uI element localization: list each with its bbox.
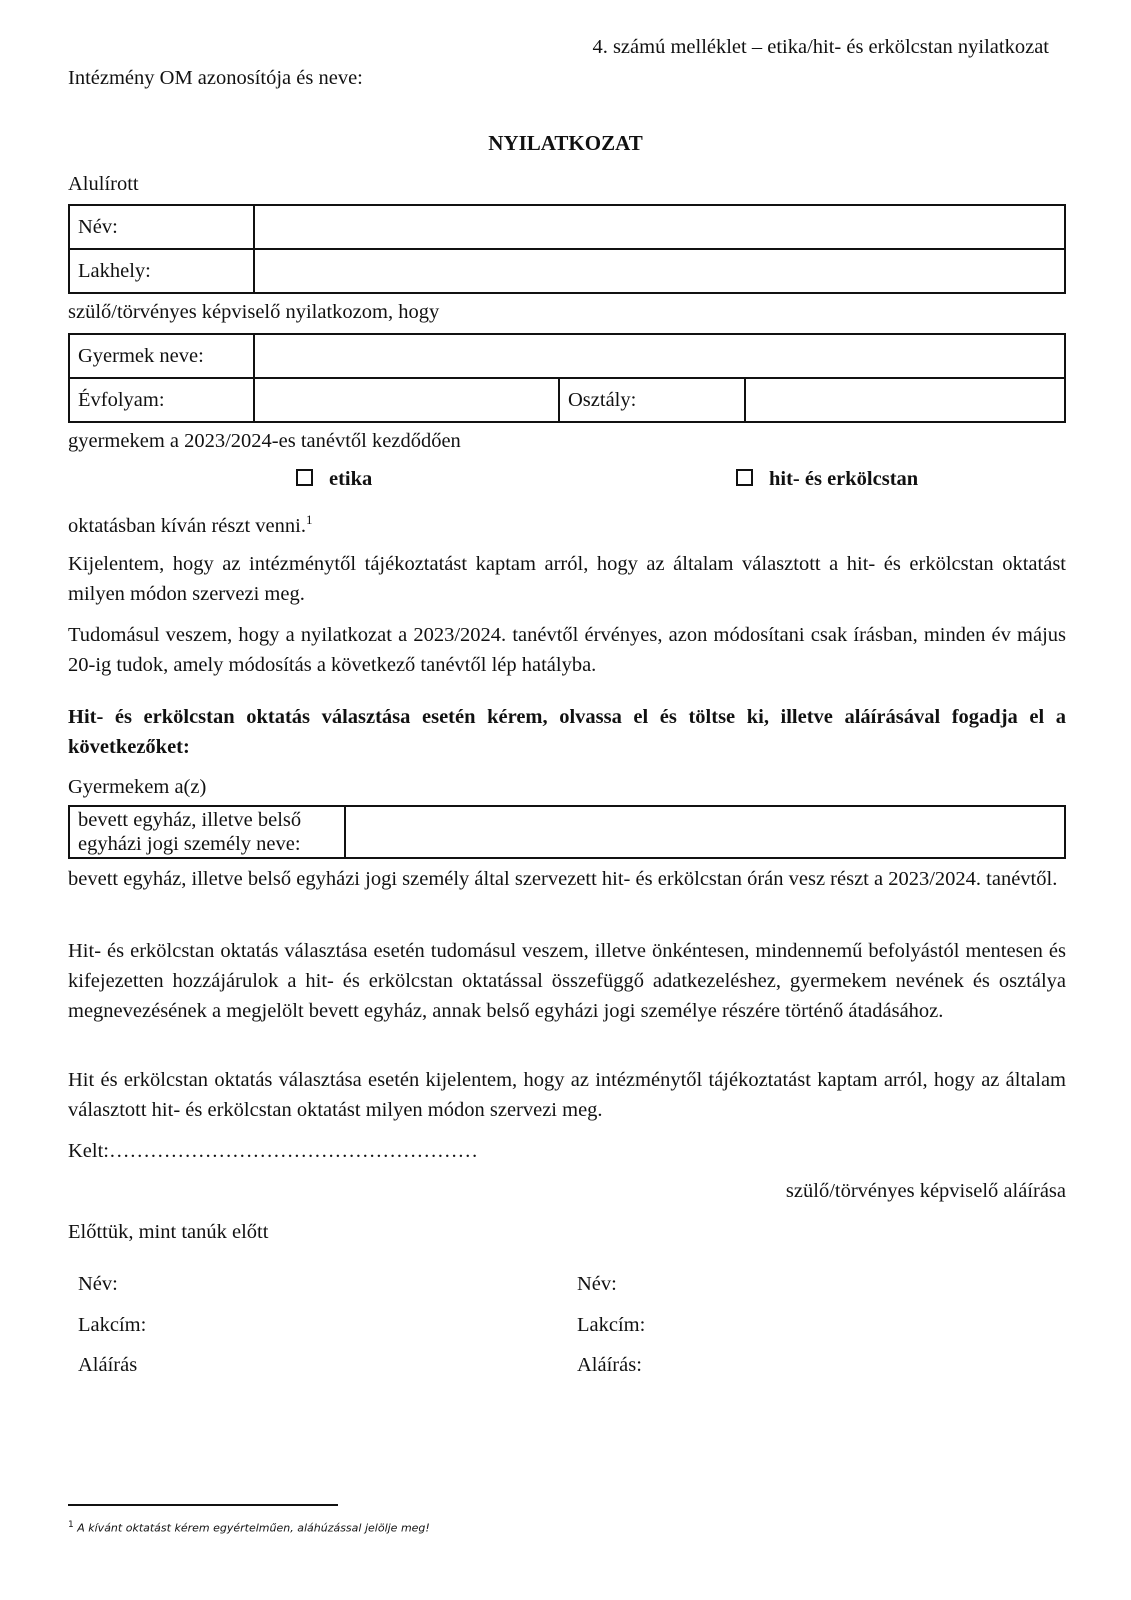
church-field[interactable]: [345, 806, 1065, 858]
signer-intro: Alulírott: [68, 173, 139, 195]
date-field: Kelt:………………………………………………: [68, 1140, 478, 1162]
ethics-label: etika: [329, 468, 373, 490]
religion-label: hit- és erkölcstan: [769, 468, 919, 490]
class-label: Osztály:: [559, 378, 745, 422]
paragraph-1: Kijelentem, hogy az intézménytől tájékoztatást kaptam arról, hogy az általam választott a hit- és erkölcstan oktatást milyen módon szervezi meg.: [68, 553, 1066, 605]
residence-label: Lakhely:: [69, 249, 254, 293]
bold-notice: Hit- és erkölcstan oktatás választása esetén kérem, olvassa el és töltse ki, illetve aláírásával fogadja el a következőket:: [68, 706, 1066, 758]
witness1-address-label: Lakcím:: [78, 1314, 147, 1336]
footnote: [68, 1520, 430, 1535]
paragraph-4: Hit- és erkölcstan oktatás választása esetén tudomásul veszem, illetve önkéntesen, mindennemű befolyástól mentesen és kifejezetten hozzájárulok a hit- és erkölcstan oktatással összefüggő adatkezeléshez, gyermekem nevének és osztálya megnevezésének a megjelölt bevett egyház, annak belső egyházi jogi személye részére történő átadásához.: [68, 940, 1066, 1022]
footnote-divider: [68, 1504, 338, 1506]
parent-signature-label: szülő/törvényes képviselő aláírása: [785, 1180, 1066, 1202]
footnote-ref: 1: [305, 512, 313, 527]
footnote-number: 1: [68, 1520, 74, 1530]
paragraph-2: Tudomásul veszem, hogy a nyilatkozat a 2023/2024. tanévtől érvényes, azon módosítani csak írásban, minden év május 20-ig tudok, amely módosítás a következő tanévtől lép hatályba.: [68, 624, 1066, 676]
institution-label: Intézmény OM azonosítója és neve:: [68, 67, 363, 89]
grade-field[interactable]: [254, 378, 559, 422]
annex-label: 4. számú melléklet – etika/hit- és erkölcstan nyilatkozat: [592, 36, 1049, 58]
page-title: NYILATKOZAT: [488, 131, 643, 155]
paragraph-3: bevett egyház, illetve belső egyházi jogi személy által szervezett hit- és erkölcstan órán vesz részt a 2023/2024. tanévtől.: [68, 868, 1058, 890]
church-label: bevett egyház, illetve belső egyházi jogi személy neve:: [69, 806, 345, 858]
option-ethics[interactable]: [296, 468, 372, 491]
option-religion[interactable]: [736, 468, 918, 491]
witness1-signature-label: Aláírás: [78, 1354, 138, 1376]
name-label: Név:: [69, 205, 254, 249]
residence-field[interactable]: [254, 249, 1065, 293]
witness2-name-label: Név:: [577, 1273, 617, 1295]
witness2-address-label: Lakcím:: [577, 1314, 646, 1336]
child-name-label: Gyermek neve:: [69, 334, 254, 378]
choice-outro: [68, 512, 312, 538]
witness2-signature-label: Aláírás:: [577, 1354, 642, 1376]
class-field[interactable]: [745, 378, 1065, 422]
name-field[interactable]: [254, 205, 1065, 249]
child-name-field[interactable]: [254, 334, 1065, 378]
church-table: [68, 805, 1066, 859]
footnote-text: A kívánt oktatást kérem egyértelműen, aláhúzással jelölje meg!: [77, 1521, 430, 1535]
choice-intro: gyermekem a 2023/2024-es tanévtől kezdődően: [68, 430, 461, 452]
choice-outro-text: oktatásban kíván részt venni.: [68, 514, 306, 537]
religion-checkbox[interactable]: [736, 469, 753, 486]
church-intro: Gyermekem a(z): [68, 776, 207, 798]
witness-intro: Előttük, mint tanúk előtt: [68, 1221, 269, 1243]
ethics-checkbox[interactable]: [296, 469, 313, 486]
grade-label: Évfolyam:: [69, 378, 254, 422]
child-table: [68, 333, 1066, 423]
child-intro: szülő/törvényes képviselő nyilatkozom, hogy: [68, 301, 440, 323]
witness1-name-label: Név:: [78, 1273, 118, 1295]
paragraph-5: Hit és erkölcstan oktatás választása esetén kijelentem, hogy az intézménytől tájékoztatást kaptam arról, hogy az általam választott hit- és erkölcstan oktatást milyen módon szervezi meg.: [68, 1069, 1066, 1121]
signer-table: [68, 204, 1066, 294]
